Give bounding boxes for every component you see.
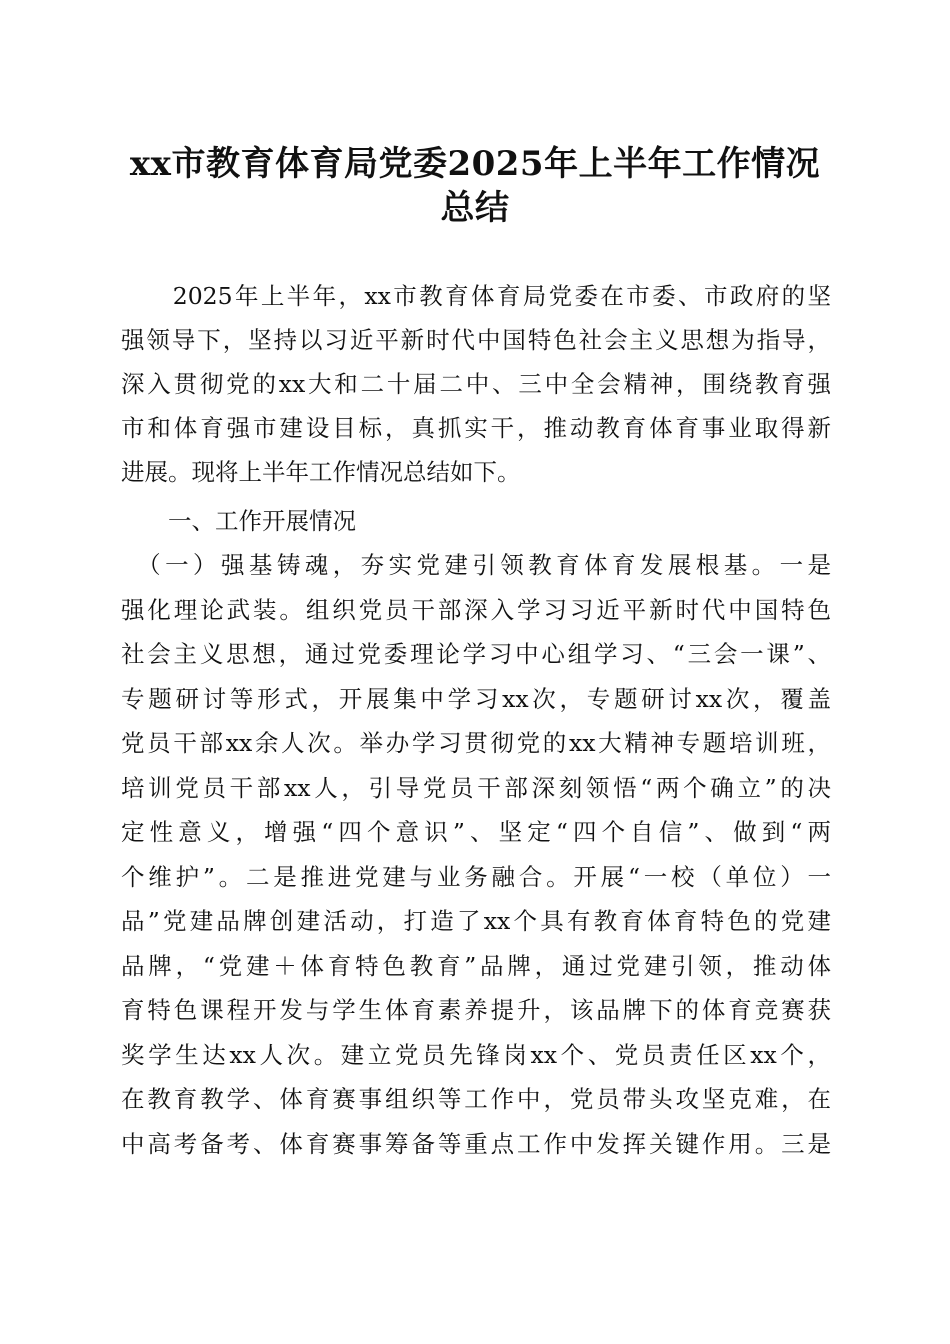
section-paragraph-line: 品”党建品牌创建活动，打造了xx个具有教育体育特色的党建	[121, 907, 831, 935]
section-paragraph-line: 在教育教学、体育赛事组织等工作中，党员带头攻坚克难，在	[121, 1085, 831, 1113]
document-title-line-1: xx市教育体育局党委2025年上半年工作情况	[129, 144, 821, 184]
document-title-line-2: 总结	[440, 188, 510, 228]
intro-paragraph-line: 进展。现将上半年工作情况总结如下。	[121, 458, 521, 486]
section-paragraph-line: 个维护”。二是推进党建与业务融合。开展“一校（单位）一	[121, 863, 831, 891]
intro-paragraph-line: 深入贯彻党的xx大和二十届二中、三中全会精神，围绕教育强	[121, 370, 831, 398]
section-paragraph-line: 中高考备考、体育赛事筹备等重点工作中发挥关键作用。三是	[121, 1130, 831, 1158]
section-paragraph-line: （一）强基铸魂，夯实党建引领教育体育发展根基。一是	[121, 551, 831, 579]
intro-paragraph-line: 市和体育强市建设目标，真抓实干，推动教育体育事业取得新	[121, 414, 831, 442]
section-paragraph-line: 培训党员干部xx人，引导党员干部深刻领悟“两个确立”的决	[121, 774, 831, 802]
section-paragraph-line: 育特色课程开发与学生体育素养提升，该品牌下的体育竞赛获	[121, 996, 831, 1024]
intro-paragraph-line: 2025年上半年，xx市教育体育局党委在市委、市政府的坚	[121, 282, 831, 310]
section-paragraph-line: 强化理论武装。组织党员干部深入学习习近平新时代中国特色	[121, 596, 831, 624]
section-paragraph-line: 奖学生达xx人次。建立党员先锋岗xx个、党员责任区xx个，	[121, 1041, 831, 1069]
section-paragraph-line: 定性意义，增强“四个意识”、坚定“四个自信”、做到“两	[121, 818, 831, 846]
intro-paragraph-line: 强领导下，坚持以习近平新时代中国特色社会主义思想为指导，	[121, 326, 831, 354]
section-paragraph-line: 党员干部xx余人次。举办学习贯彻党的xx大精神专题培训班，	[121, 729, 831, 757]
section-paragraph-line: 专题研讨等形式，开展集中学习xx次，专题研讨xx次，覆盖	[121, 685, 831, 713]
section-paragraph-line: 品牌，“党建＋体育特色教育”品牌，通过党建引领，推动体	[121, 952, 831, 980]
section-paragraph-line: 社会主义思想，通过党委理论学习中心组学习、“三会一课”、	[121, 640, 831, 668]
section-heading: 一、工作开展情况	[168, 507, 356, 535]
